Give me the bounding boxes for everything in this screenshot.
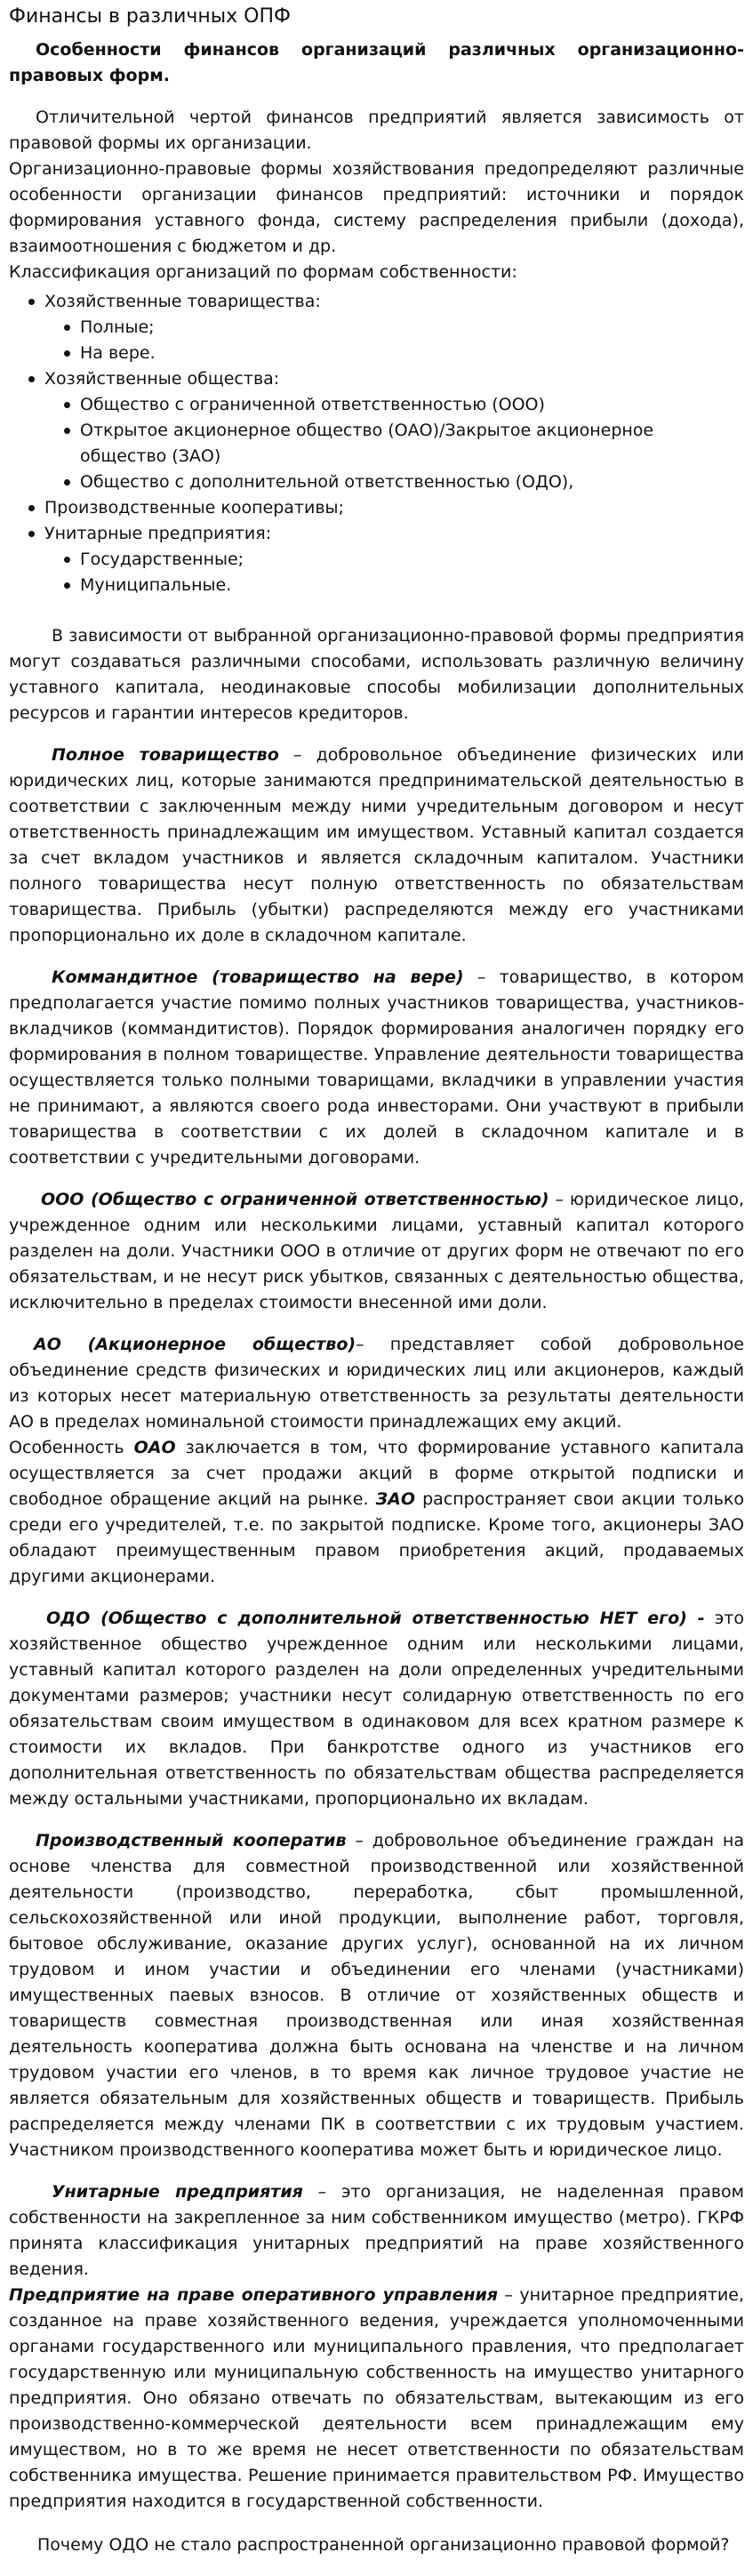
list-item xyxy=(80,418,744,469)
term-oao: ОАО xyxy=(133,1438,176,1457)
bullet-icon xyxy=(64,402,70,408)
list-item xyxy=(80,392,744,418)
definition-text: – представляет собой добровольное объединение средств физических и юридических лиц или акционеров, каждый из которых несет материальную ответственность за результаты деятельности АО в пределах номинальной стоимости принадлежащих ему акций. xyxy=(9,1335,744,1432)
bullet-icon xyxy=(28,531,35,537)
term-operational-management: Предприятие на праве оперативного управления xyxy=(9,2285,498,2305)
definition-text: – товарищество, в котором предполагается участие помимо полных участников товарищества, участников-вкладчиков (коммандитистов). Порядок формирования аналогичен порядку его формирования в полном товариществе. Управление деятельности товарищества осуществляется только полными товарищами, вкладчики в управлении участия не принимают, а являются своего рода инвесторами. Они участвуют в прибыли товарищества в соответствии с их долей в складочном капитале и в соответствии с учредительными договорами. xyxy=(9,967,745,1168)
bullet-icon xyxy=(64,557,70,563)
list-item-label: Хозяйственные товарищества: xyxy=(44,292,321,311)
full-partnership-paragraph xyxy=(9,742,744,949)
definition-text: – добровольное объединение физических или юридических лиц, которые занимаются предпринимательской деятельностью в соответствии с заключенным между ними учредительным договором и несут ответственность принадлежащим им имуществом. Уставный капитал создается за счет вкладом участников и является складочным капиталом. Участники полного товарищества несут полную ответственность по обязательствам товарищества. Прибыль (убытки) распределяются между его участниками пропорционально их доле в складочном капитале. xyxy=(9,745,744,945)
text-fragment: Особенность xyxy=(9,1438,134,1457)
list-item-business-companies xyxy=(44,366,744,495)
llc-paragraph xyxy=(9,1187,744,1316)
bullet-icon xyxy=(28,299,35,305)
term-unitary: Унитарные предприятия xyxy=(52,2182,303,2202)
bullet-icon xyxy=(64,479,70,486)
text-fragment: распространяет свои акции только среди его учредителей, т.е. по закрытой подписке. Кроме того, акционеры ЗАО обладают преимущественным правом приобретения акций, продаваемых другими акционерами. xyxy=(9,1489,744,1586)
list-item-label: Государственные; xyxy=(80,550,244,569)
jsc-features-paragraph xyxy=(9,1435,744,1590)
list-item xyxy=(80,315,744,341)
list-item-business-partnerships xyxy=(44,289,744,366)
bullet-icon xyxy=(28,505,35,511)
list-item-label: Открытое акционерное общество (ОАО)/Закрытое акционерное общество (ЗАО) xyxy=(80,421,654,466)
list-item xyxy=(80,573,744,598)
jsc-paragraph xyxy=(9,1332,744,1435)
closing-question: Почему ОДО не стало распространенной организационно правовой формой? xyxy=(37,2535,730,2555)
term-limited-partnership: Коммандитное (товарищество на вере) xyxy=(52,967,464,987)
term-llc: ООО (Общество с ограниченной ответственностью) xyxy=(41,1190,549,1209)
intro-paragraph-1: Отличительной чертой финансов предприятий является зависимость от правовой формы их организации. xyxy=(9,108,744,153)
definition-text: – унитарное предприятие, созданное на праве хозяйственного ведения, учреждается уполномоченными органами государственного или муниципального правления, что предполагает государственную или муниципальную собственность на имущество унитарного предприятия. Оно обязано отвечать по обязательствам, вытекающим из его производственно-коммерческой деятельности всем принадлежащим ему имуществом, но в то же время не несет ответственности по обязательствам собственника имущества. Решение принимается правительством РФ. Имущество предприятия находится в государственной собственности. xyxy=(9,2285,745,2511)
list-item-label: Общество с ограниченной ответственностью (ООО) xyxy=(80,395,545,414)
term-production-coop: Производственный кооператив xyxy=(36,1831,347,1850)
list-item-label: На вере. xyxy=(80,343,156,363)
definition-text: – юридическое лицо, учрежденное одним или несколькими лицами, уставный капитал которого разделен на доли. Участники ООО в отличие от других форм не отвечают по его обязательствам, и не несут риск убытков, связанных с деятельностью общества, исключительно в пределах стоимости внесенной ими доли. xyxy=(9,1190,744,1312)
intro-paragraph-3: Классификация организаций по формам собственности: xyxy=(9,262,517,282)
intro-paragraph-2: Организационно-правовые формы хозяйствования предопределяют различные особенности организации финансов предприятий: источники и порядок формирования уставного фонда, систему распределения прибыли (дохода), взаимоотношения с бюджетом и др. xyxy=(9,159,744,256)
list-item-cooperatives xyxy=(44,495,744,521)
list-item-label: Хозяйственные общества: xyxy=(44,369,280,389)
operational-management-paragraph xyxy=(9,2283,744,2515)
section-subtitle: Особенности финансов организаций различных организационно-правовых форм. xyxy=(9,40,744,85)
list-item-unitary xyxy=(44,521,744,598)
term-full-partnership: Полное товарищество xyxy=(52,745,279,765)
definition-text: это хозяйственное общество учрежденное одним или несколькими лицами, уставный капитал которого разделен на доли определенных учредительными документами размеров; участники несут солидарную ответственность по его обязательствам своим имуществом в одинаковом для всех кратном размере к стоимости их вкладов. При банкротстве одного из участников его дополнительная ответственность по обязательствам общества распределяется между остальными участниками, пропорционально их вкладам. xyxy=(9,1609,744,1809)
sub-list xyxy=(44,392,744,495)
term-jsc: АО (Акционерное общество) xyxy=(34,1335,356,1354)
list-item-label: Полные; xyxy=(80,317,155,337)
coop-paragraph xyxy=(9,1828,744,2163)
definition-text: – это организация, не наделенная правом собственности на закрепленное за ним собственником имущество (метро). ГКРФ принята классификация унитарных предприятий на праве хозяйственного ведения. xyxy=(9,2182,744,2279)
list-item xyxy=(80,547,744,573)
list-item xyxy=(80,341,744,366)
bullet-icon xyxy=(64,582,70,589)
bullet-icon xyxy=(64,350,70,357)
list-item xyxy=(80,469,744,495)
bullet-icon xyxy=(64,325,70,331)
bullet-icon xyxy=(64,428,70,434)
sub-list xyxy=(44,315,744,366)
limited-partnership-paragraph xyxy=(9,965,744,1171)
classification-list xyxy=(9,289,744,598)
page-title: Финансы в различных ОПФ xyxy=(9,5,291,28)
term-zao: ЗАО xyxy=(375,1489,415,1509)
sub-list xyxy=(44,547,744,598)
text-fragment: заключается в том, что формирование уставного капитала осуществляется за счет продажи акций в форме открытой подписки и свободное обращение акций на рынке. xyxy=(9,1438,744,1509)
alc-paragraph xyxy=(9,1606,744,1812)
bullet-icon xyxy=(28,376,35,382)
list-item-label: Муниципальные. xyxy=(80,575,232,595)
list-item-label: Производственные кооперативы; xyxy=(44,498,344,518)
definition-text: – добровольное объединение граждан на основе членства для совместной производственной или хозяйственной деятельности (производство, переработка, сбыт промышленной, сельскохозяйственной или иной продукции, выполнение работ, торговля, бытовое обслуживание, оказание других услуг), основанной на их личном трудовом и ином участии и объединении его членами (участниками) имущественных паевых взносов. В отличие от хозяйственных обществ и товариществ совместная производственная или иная хозяйственная деятельность кооператива должна быть основана на членстве и на личном трудовом участии его членов, в то время как личное трудовое участие не является обязательным для хозяйственных обществ и товариществ. Прибыль распределяется между членами ПК в соответствии с их трудовым участием. Участником производственного кооператива может быть и юридическое лицо. xyxy=(9,1831,744,2160)
dependency-paragraph: В зависимости от выбранной организационно-правовой формы предприятия могут создаваться различными способами, использовать различную величину уставного капитала, неодинаковые способы мобилизации дополнительных ресурсов и гарантии интересов кредиторов. xyxy=(9,626,744,723)
list-item-label: Общество с дополнительной ответственностью (ОДО), xyxy=(80,472,574,492)
list-item-label: Унитарные предприятия: xyxy=(44,524,272,543)
unitary-paragraph xyxy=(9,2179,744,2283)
term-alc: ОДО (Общество с дополнительной ответственностью НЕТ его) - xyxy=(46,1609,705,1628)
